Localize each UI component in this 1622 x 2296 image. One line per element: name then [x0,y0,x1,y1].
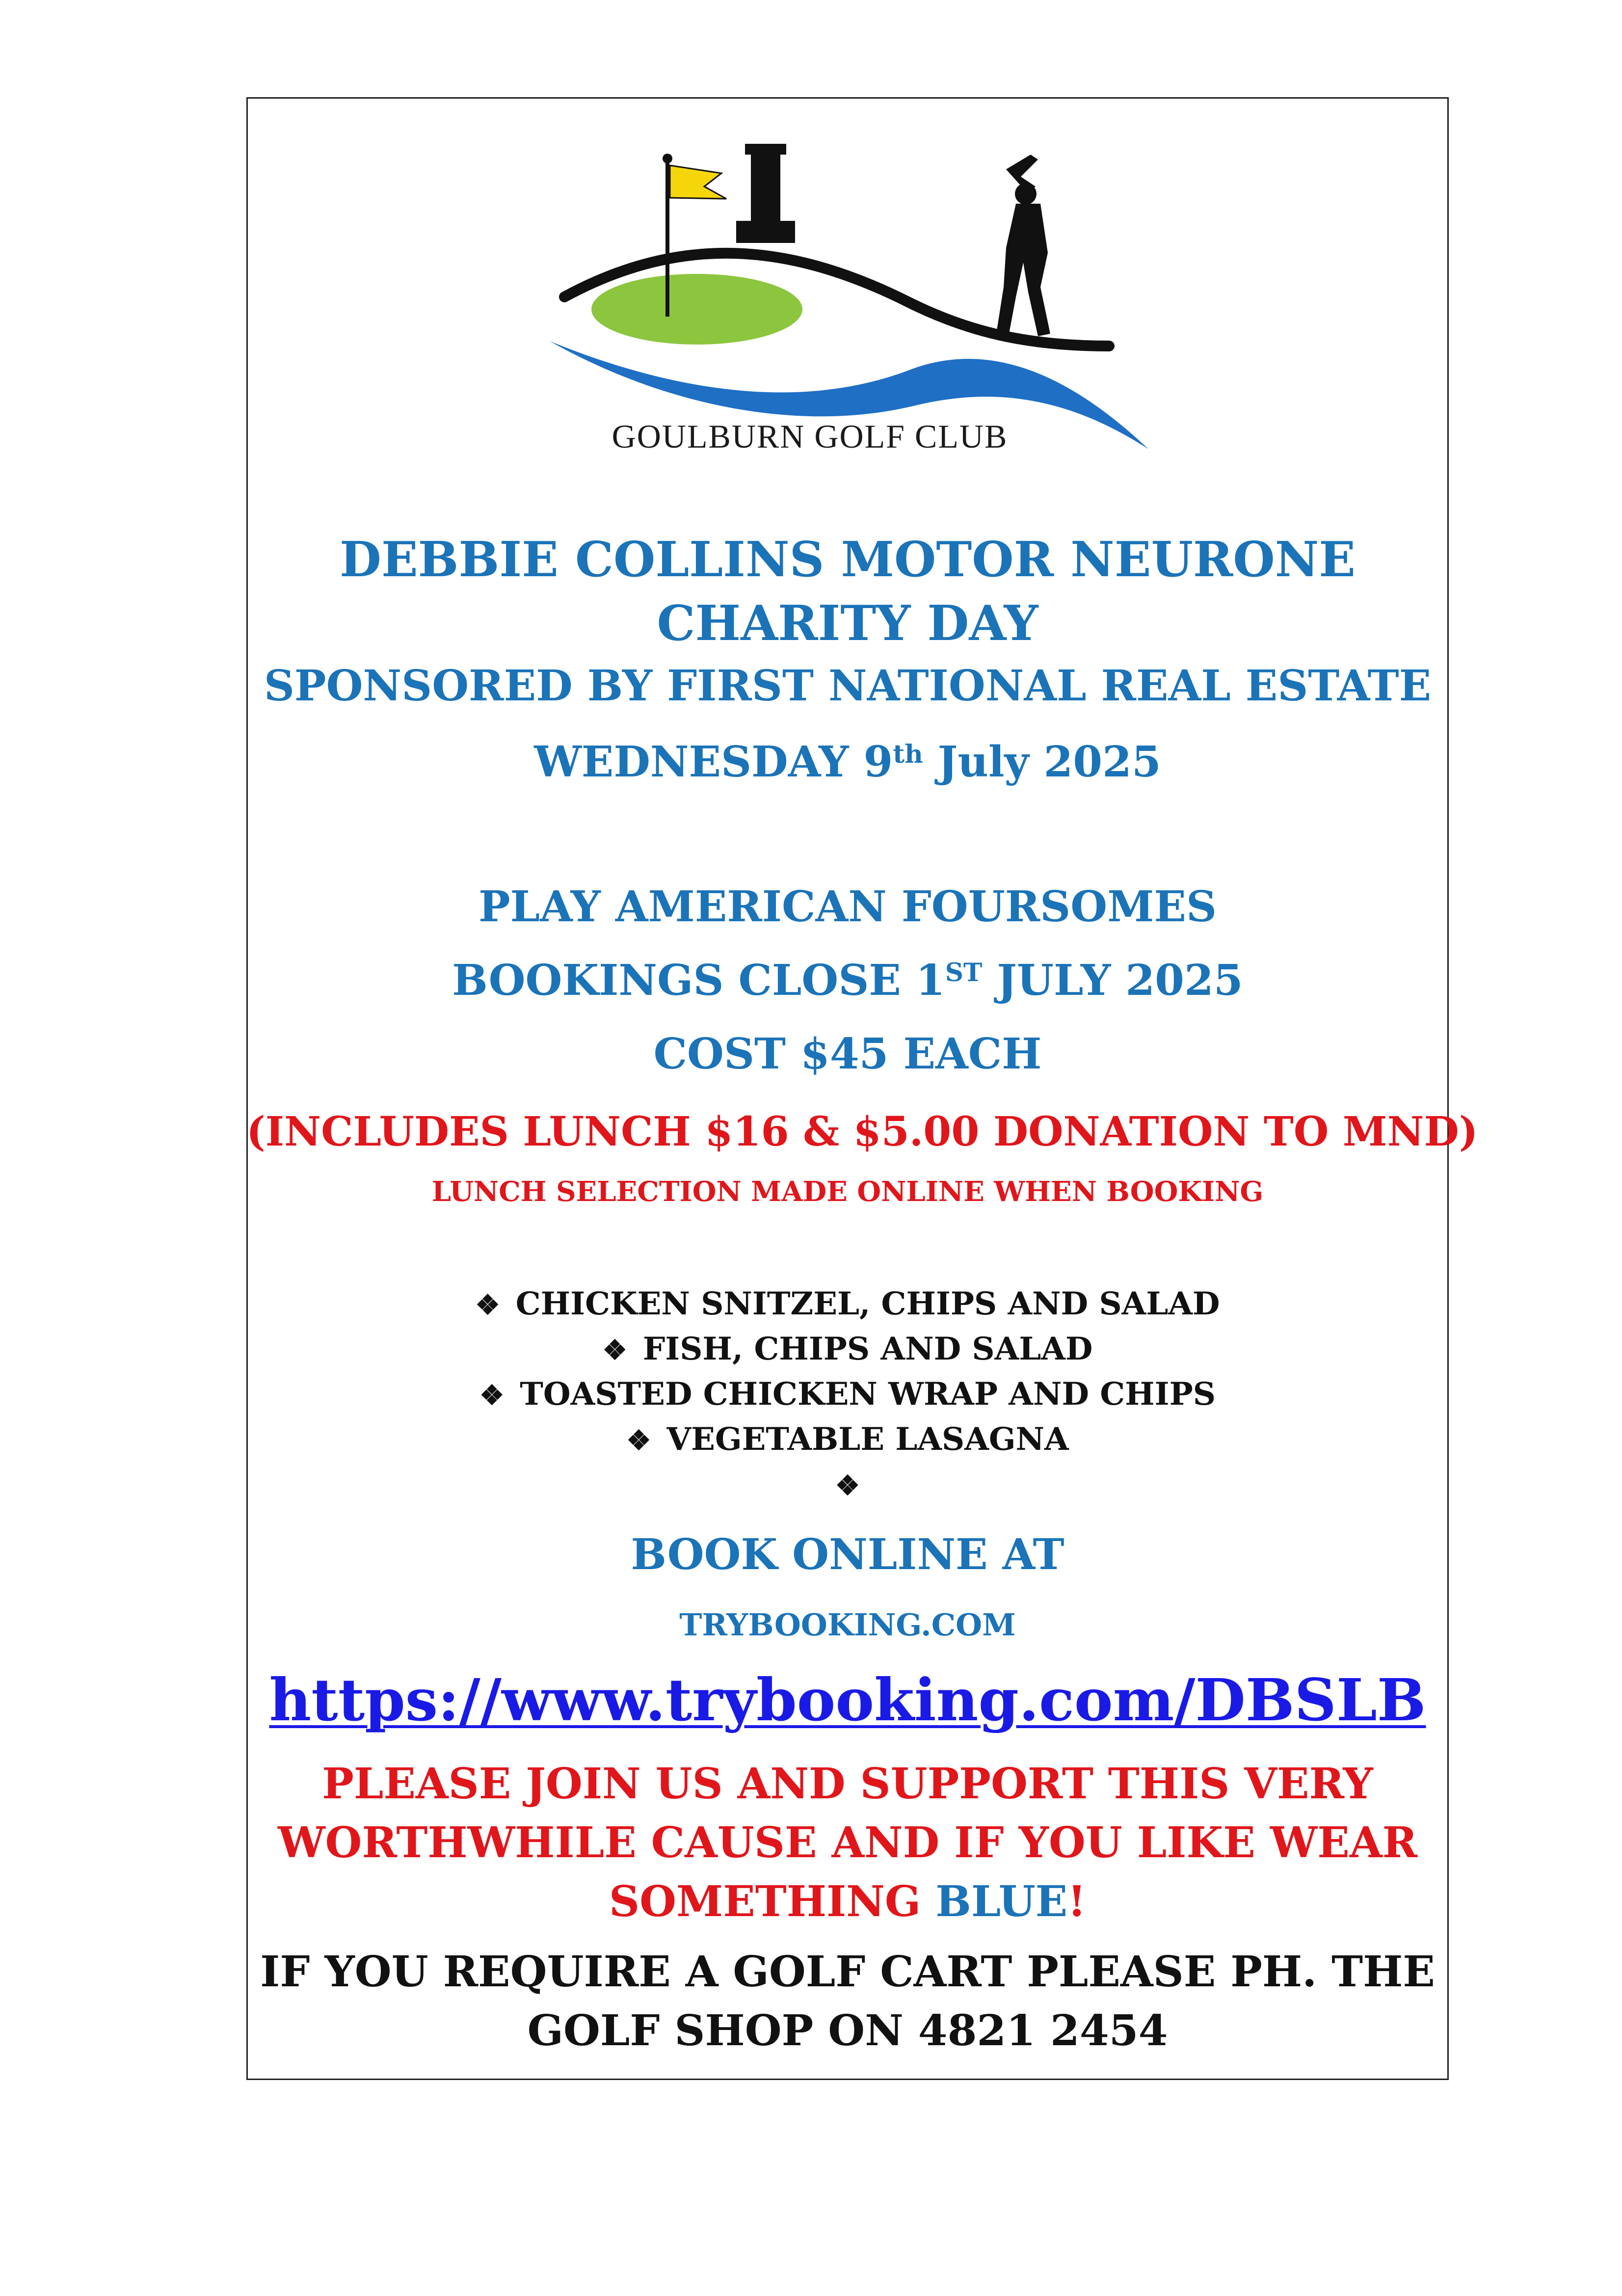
logo-club-name: GOULBURN GOLF CLUB [612,418,1008,455]
green-fairway-shape [591,274,802,345]
booking-link-row [246,1666,1449,1734]
booking-site-name: TRYBOOKING.COM [679,1607,1016,1643]
diamond-bullet-icon: ❖ [475,1289,500,1321]
flag-icon [670,165,726,199]
includes-line: (INCLUDES LUNCH $16 & $5.00 DONATION TO MND) [246,1108,1478,1155]
diamond-bullet-icon: ❖ [602,1334,627,1366]
event-date-month-year: July 2025 [923,737,1161,787]
sponsor-line: SPONSORED BY FIRST NATIONAL REAL ESTATE [264,661,1432,711]
bookings-close-line [246,956,1449,1005]
bookings-close-suffix: ST [945,958,983,988]
menu-item [246,1376,1449,1413]
event-date [246,737,1449,787]
menu-item-label: FISH, CHIPS AND SALAD [642,1331,1093,1367]
lunch-note: LUNCH SELECTION MADE ONLINE WHEN BOOKING [431,1175,1264,1208]
book-online-heading: BOOK ONLINE AT [631,1530,1064,1579]
cost-line: COST $45 EACH [653,1029,1042,1079]
event-date-day: WEDNESDAY 9 [534,737,893,787]
event-title-line2: CHARITY DAY [657,595,1038,652]
event-date-suffix: th [893,740,923,769]
menu-item [246,1421,1449,1458]
appeal-line2: WORTHWHILE CAUSE AND IF YOU LIKE WEAR [277,1818,1418,1868]
menu-item [246,1469,1449,1500]
bookings-close-day: BOOKINGS CLOSE 1 [452,956,945,1005]
appeal-blue-word: BLUE [935,1877,1068,1926]
tower-icon [751,150,780,228]
appeal-line3 [246,1877,1449,1926]
booking-url-link[interactable]: https://www.trybooking.com/DBSLB [269,1666,1426,1734]
format-line: PLAY AMERICAN FOURSOMES [478,882,1217,932]
appeal-something: SOMETHING [609,1877,936,1926]
cart-line2: GOLF SHOP ON 4821 2454 [527,2006,1168,2056]
menu-item [246,1331,1449,1367]
bookings-close-month-year: JULY 2025 [982,956,1243,1005]
golf-club-logo [535,140,1153,464]
event-title-line1: DEBBIE COLLINS MOTOR NEURONE [339,532,1356,588]
diamond-bullet-icon: ❖ [835,1469,860,1502]
diamond-bullet-icon: ❖ [626,1424,651,1457]
menu-item [246,1285,1449,1322]
menu-item-label: VEGETABLE LASAGNA [666,1421,1069,1458]
diamond-bullet-icon: ❖ [479,1379,505,1412]
cart-line1: IF YOU REQUIRE A GOLF CART PLEASE PH. THE [260,1947,1435,1997]
appeal-exclamation: ! [1067,1877,1087,1926]
menu-item-label: CHICKEN SNITZEL, CHIPS AND SALAD [515,1285,1220,1322]
menu-item-label: TOASTED CHICKEN WRAP AND CHIPS [520,1376,1216,1413]
appeal-line1: PLEASE JOIN US AND SUPPORT THIS VERY [322,1759,1373,1809]
golfer-silhouette-icon [996,155,1050,336]
